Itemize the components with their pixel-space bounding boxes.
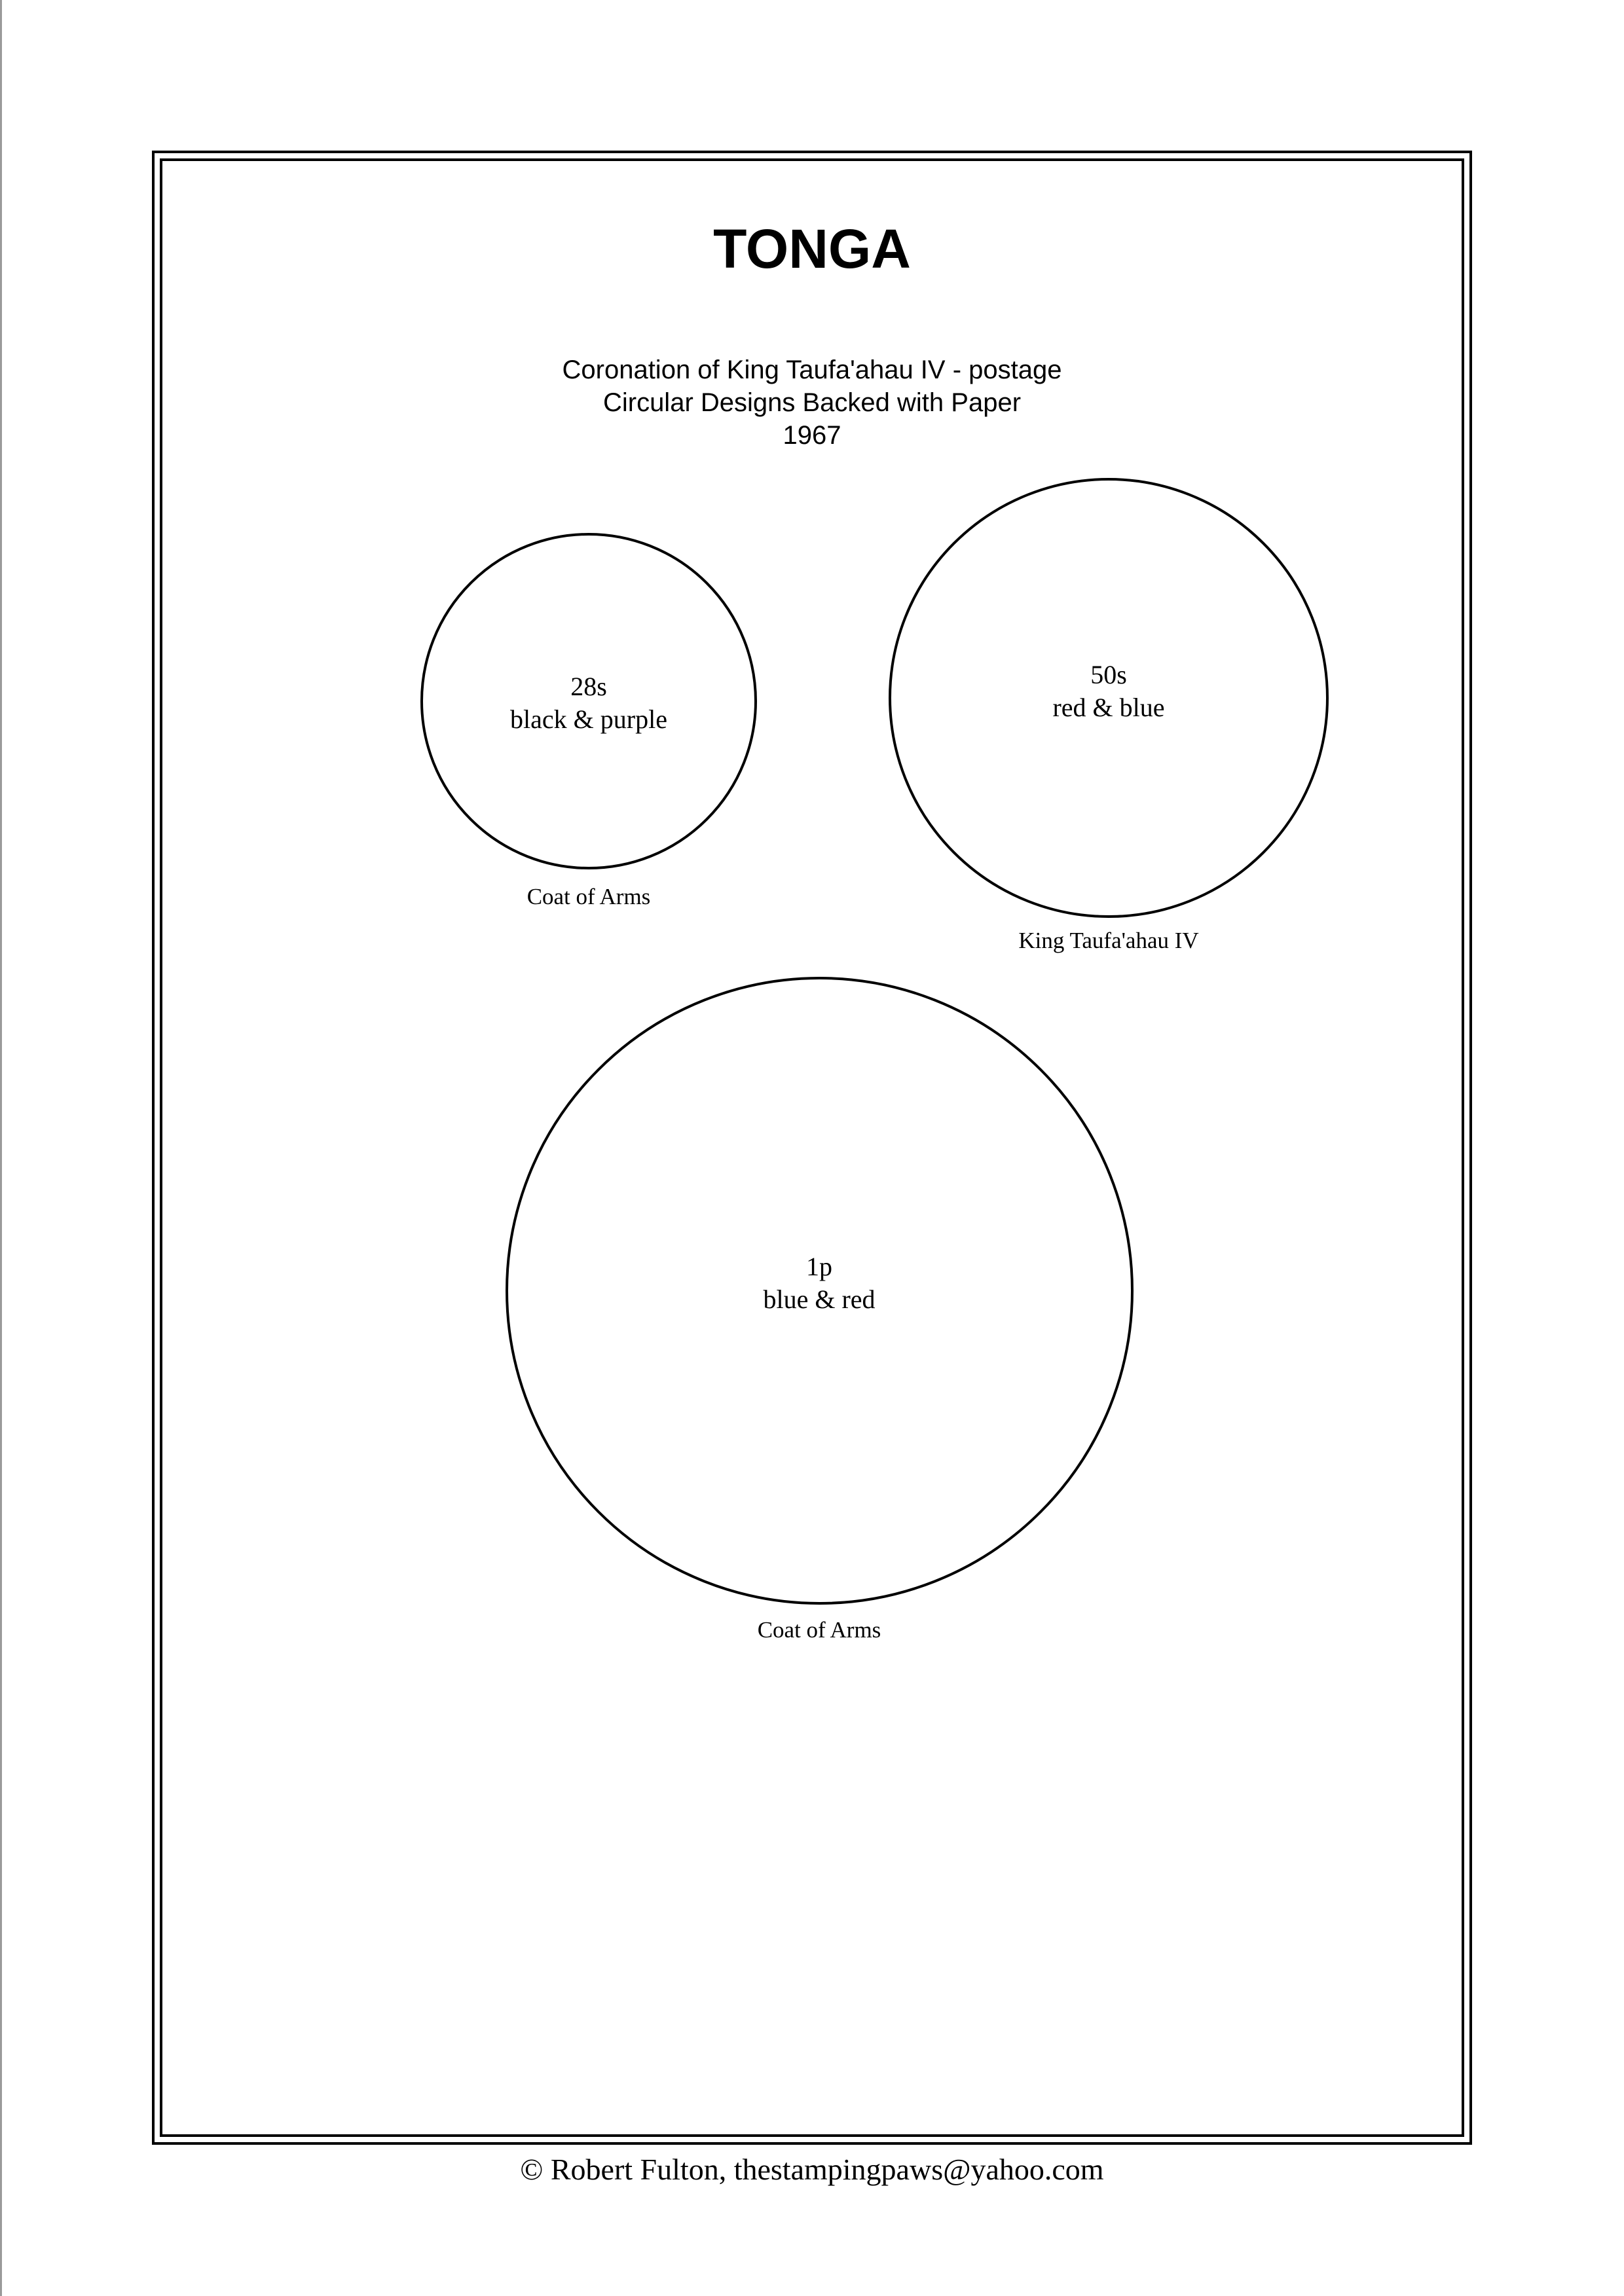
- stamp-1p-colour: blue & red: [763, 1285, 876, 1314]
- stamp-1p-value: 1p: [806, 1252, 832, 1281]
- subtitle-format: Circular Designs Backed with Paper: [602, 388, 1022, 417]
- stamp-28s-colour: black & purple: [510, 704, 667, 734]
- stamp-28s-value: 28s: [570, 672, 607, 701]
- stamp-50s-value: 50s: [1090, 660, 1127, 689]
- page-left-edge: [0, 0, 2, 2296]
- stamp-1p-caption: Coat of Arms: [757, 1617, 881, 1643]
- stamp-28s-caption: Coat of Arms: [526, 884, 651, 909]
- stamp-50s-caption: King Taufa'ahau IV: [1018, 928, 1199, 953]
- footer-copyright: © Robert Fulton, thestampingpaws@yahoo.com: [520, 2153, 1104, 2186]
- subtitle-issue: Coronation of King Taufa'ahau IV - postage: [562, 355, 1062, 384]
- stamp-50s-colour: red & blue: [1052, 693, 1165, 722]
- page-title: TONGA: [713, 218, 911, 280]
- subtitle-year: 1967: [783, 421, 841, 450]
